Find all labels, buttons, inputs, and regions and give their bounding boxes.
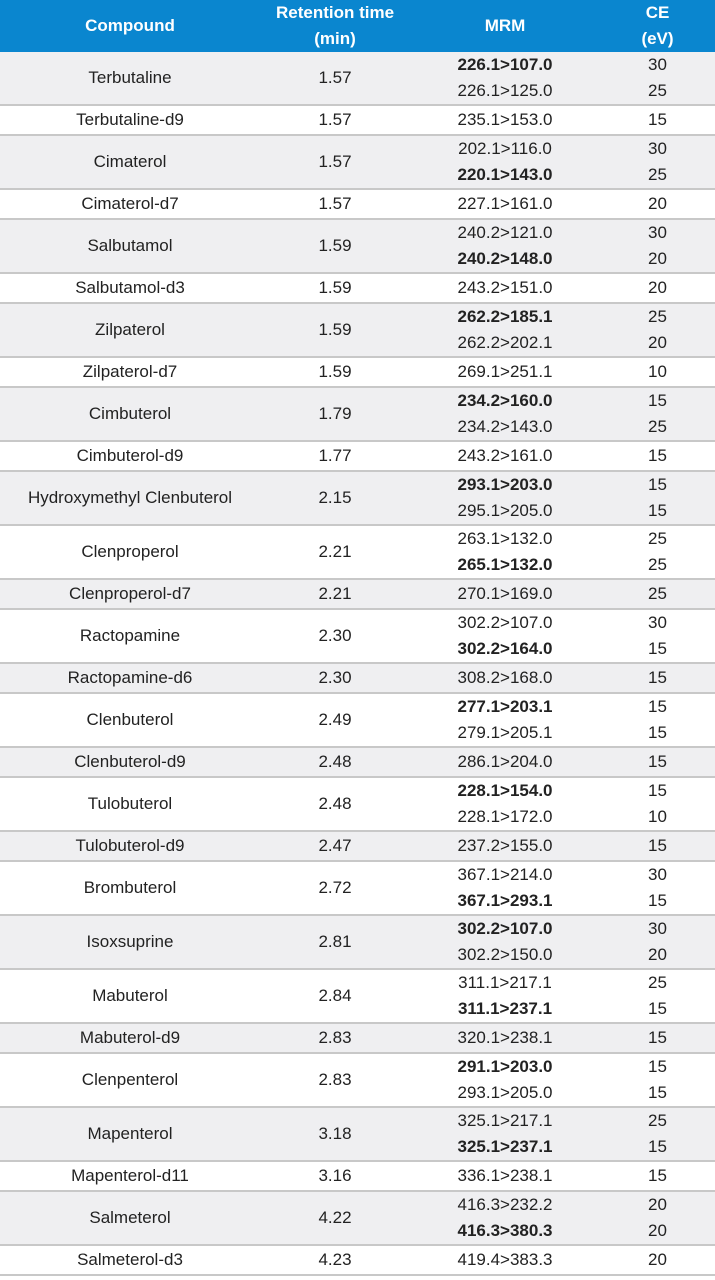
- ce-cell: [600, 357, 715, 387]
- retention-time-cell: [260, 219, 410, 273]
- mrm-transition: 286.1>204.0: [457, 752, 553, 771]
- mrm-transition: 367.1>214.0: [457, 865, 553, 884]
- table-row: [0, 1053, 715, 1107]
- table-row: [0, 1107, 715, 1161]
- mrm-transition: 243.2>161.0: [457, 446, 553, 465]
- ce-value: 15: [648, 697, 667, 716]
- retention-time-value: 2.30: [318, 626, 352, 645]
- ce-cell: [600, 1053, 715, 1107]
- ce-cell: [600, 693, 715, 747]
- mrm-transition: 308.2>168.0: [457, 668, 553, 687]
- compound-name: Mapenterol-d11: [71, 1166, 189, 1185]
- compound-cell: [0, 135, 260, 189]
- ce-cell: [600, 219, 715, 273]
- ce-cell: [600, 471, 715, 525]
- ce-cell: [600, 1161, 715, 1191]
- mrm-transition: 302.2>150.0: [457, 945, 553, 964]
- mrm-transition: 311.1>217.1: [458, 973, 552, 992]
- compound-name: Clenproperol-d7: [69, 584, 191, 603]
- retention-time-cell: [260, 303, 410, 357]
- retention-time-value: 1.79: [318, 404, 352, 423]
- ce-value: 15: [648, 110, 667, 129]
- mrm-cell: [410, 609, 600, 663]
- ce-value: 10: [648, 362, 667, 381]
- ce-cell: [600, 1245, 715, 1275]
- compound-cell: [0, 273, 260, 303]
- mrm-cell: [410, 777, 600, 831]
- compound-name: Zilpaterol-d7: [82, 362, 178, 381]
- table-row: [0, 273, 715, 303]
- ce-value: 15: [648, 752, 667, 771]
- ce-cell: [600, 969, 715, 1023]
- ce-value: 15: [648, 446, 667, 465]
- ce-value: 15: [648, 891, 667, 910]
- compound-cell: [0, 471, 260, 525]
- retention-time-value: 1.59: [318, 362, 352, 381]
- ce-value: 25: [648, 307, 667, 326]
- retention-time-value: 4.23: [318, 1250, 352, 1269]
- retention-time-value: 2.81: [318, 932, 352, 951]
- retention-time-cell: [260, 831, 410, 861]
- compound-name: Mabuterol-d9: [79, 1028, 181, 1047]
- retention-time-cell: [260, 579, 410, 609]
- retention-time-value: 2.48: [318, 794, 352, 813]
- mrm-transition-quantifier: 262.2>185.1: [457, 307, 553, 326]
- retention-time-value: 2.49: [318, 710, 352, 729]
- mrm-cell: [410, 1245, 600, 1275]
- table-row: [0, 1191, 715, 1245]
- compound-cell: [0, 357, 260, 387]
- compound-name: Tulobuterol: [87, 794, 173, 813]
- retention-time-cell: [260, 189, 410, 219]
- compound-name: Clenbuterol-d9: [74, 752, 186, 771]
- table-row: [0, 1245, 715, 1275]
- table-row: [0, 189, 715, 219]
- ce-cell: [600, 303, 715, 357]
- mrm-cell: [410, 1053, 600, 1107]
- mrm-transition-quantifier: 302.2>107.0: [457, 919, 553, 938]
- retention-time-cell: [260, 1107, 410, 1161]
- ce-value: 25: [648, 555, 667, 574]
- compound-name: Brombuterol: [83, 878, 177, 897]
- compound-name: Salmeterol-d3: [77, 1250, 183, 1269]
- mrm-transition: 234.2>143.0: [457, 417, 553, 436]
- mrm-cell: [410, 441, 600, 471]
- mrm-transition: 228.1>172.0: [457, 807, 553, 826]
- mrm-transition: 419.4>383.3: [457, 1250, 553, 1269]
- mrm-transition: 235.1>153.0: [457, 110, 553, 129]
- table-row: [0, 579, 715, 609]
- mrm-transition: 416.3>232.2: [457, 1195, 553, 1214]
- ce-value: 20: [648, 1195, 667, 1214]
- ce-value: 20: [648, 278, 667, 297]
- ce-cell: [600, 861, 715, 915]
- mrm-cell: [410, 1107, 600, 1161]
- mrm-transition-quantifier: 228.1>154.0: [457, 781, 553, 800]
- mrm-transition-quantifier: 265.1>132.0: [457, 555, 553, 574]
- header-retention-label: Retention time: [275, 3, 395, 22]
- retention-time-value: 1.59: [318, 278, 352, 297]
- compound-cell: [0, 693, 260, 747]
- retention-time-value: 1.57: [318, 194, 352, 213]
- mrm-transition: 262.2>202.1: [457, 333, 553, 352]
- mrm-cell: [410, 273, 600, 303]
- ce-cell: [600, 777, 715, 831]
- compound-cell: [0, 1245, 260, 1275]
- compound-cell: [0, 777, 260, 831]
- table-row: [0, 135, 715, 189]
- ce-value: 30: [648, 139, 667, 158]
- retention-time-value: 2.30: [318, 668, 352, 687]
- ce-value: 20: [648, 333, 667, 352]
- table-row: [0, 969, 715, 1023]
- retention-time-cell: [260, 747, 410, 777]
- ce-cell: [600, 273, 715, 303]
- mrm-transition-quantifier: 234.2>160.0: [457, 391, 553, 410]
- ce-value: 25: [648, 165, 667, 184]
- mrm-transition: 293.1>205.0: [457, 1083, 553, 1102]
- compound-cell: [0, 747, 260, 777]
- compound-cell: [0, 189, 260, 219]
- table-row: [0, 1161, 715, 1191]
- compound-cell: [0, 663, 260, 693]
- table-row: [0, 693, 715, 747]
- ce-value: 15: [648, 501, 667, 520]
- mrm-transition-quantifier: 277.1>203.1: [457, 697, 553, 716]
- retention-time-value: 1.57: [318, 110, 352, 129]
- table-row: [0, 777, 715, 831]
- retention-time-cell: [260, 471, 410, 525]
- ce-value: 20: [648, 249, 667, 268]
- table-row: [0, 357, 715, 387]
- compound-name: Cimaterol: [93, 152, 167, 171]
- ce-value: 30: [648, 223, 667, 242]
- header-retention-time: [260, 0, 410, 52]
- ce-cell: [600, 1023, 715, 1053]
- ce-value: 15: [648, 1166, 667, 1185]
- mrm-transition: 325.1>217.1: [457, 1111, 553, 1130]
- compound-cell: [0, 52, 260, 105]
- mrm-cell: [410, 52, 600, 105]
- retention-time-cell: [260, 969, 410, 1023]
- mrm-transition: 279.1>205.1: [457, 723, 553, 742]
- retention-time-cell: [260, 525, 410, 579]
- retention-time-value: 2.15: [318, 488, 352, 507]
- mrm-transition: 295.1>205.0: [457, 501, 553, 520]
- mrm-transition-quantifier: 220.1>143.0: [457, 165, 553, 184]
- ce-value: 15: [648, 1028, 667, 1047]
- retention-time-value: 1.57: [318, 152, 352, 171]
- compound-cell: [0, 441, 260, 471]
- table-row: [0, 105, 715, 135]
- ce-cell: [600, 105, 715, 135]
- ce-value: 20: [648, 945, 667, 964]
- ce-value: 30: [648, 865, 667, 884]
- compound-name: Clenbuterol: [86, 710, 174, 729]
- mrm-transition-quantifier: 311.1>237.1: [457, 999, 553, 1018]
- ce-value: 15: [648, 1083, 667, 1102]
- header-mrm: [410, 0, 600, 52]
- compound-cell: [0, 861, 260, 915]
- compound-cell: [0, 525, 260, 579]
- retention-time-cell: [260, 693, 410, 747]
- table-row: [0, 471, 715, 525]
- ce-value: 25: [648, 973, 667, 992]
- mrm-transition: 243.2>151.0: [457, 278, 553, 297]
- retention-time-cell: [260, 1245, 410, 1275]
- table-row: [0, 831, 715, 861]
- retention-time-value: 2.21: [318, 584, 352, 603]
- retention-time-value: 4.22: [318, 1208, 352, 1227]
- mrm-cell: [410, 969, 600, 1023]
- mrm-cell: [410, 1161, 600, 1191]
- mrm-cell: [410, 1023, 600, 1053]
- mrm-transition: 202.1>116.0: [458, 139, 552, 158]
- table-row: [0, 441, 715, 471]
- retention-time-cell: [260, 52, 410, 105]
- table-header: [0, 0, 715, 52]
- ce-value: 20: [648, 194, 667, 213]
- ce-cell: [600, 387, 715, 441]
- compound-name: Salbutamol-d3: [75, 278, 185, 297]
- ce-cell: [600, 441, 715, 471]
- ce-value: 10: [648, 807, 667, 826]
- ce-cell: [600, 663, 715, 693]
- compound-name: Terbutaline-d9: [76, 110, 184, 129]
- compound-cell: [0, 1161, 260, 1191]
- table-row: [0, 52, 715, 105]
- mrm-cell: [410, 663, 600, 693]
- compound-cell: [0, 1107, 260, 1161]
- compound-cell: [0, 609, 260, 663]
- ce-value: 15: [648, 1057, 667, 1076]
- ce-cell: [600, 579, 715, 609]
- mrm-transition: 302.2>107.0: [457, 613, 553, 632]
- mrm-cell: [410, 861, 600, 915]
- header-retention-unit: (min): [314, 29, 356, 48]
- ce-value: 25: [648, 417, 667, 436]
- mrm-cell: [410, 693, 600, 747]
- compound-name: Cimaterol-d7: [81, 194, 179, 213]
- mrm-cell: [410, 747, 600, 777]
- compound-name: Terbutaline: [88, 68, 172, 87]
- retention-time-value: 3.18: [318, 1124, 352, 1143]
- compound-cell: [0, 579, 260, 609]
- ce-value: 20: [648, 1250, 667, 1269]
- mrm-transition-quantifier: 240.2>148.0: [457, 249, 553, 268]
- mrm-cell: [410, 219, 600, 273]
- ce-cell: [600, 189, 715, 219]
- ce-value: 30: [648, 919, 667, 938]
- mrm-transition-quantifier: 325.1>237.1: [457, 1137, 553, 1156]
- compound-name: Salmeterol: [89, 1208, 171, 1227]
- table-body: [0, 52, 715, 1275]
- mrm-transition-quantifier: 226.1>107.0: [457, 55, 553, 74]
- mrm-cell: [410, 1191, 600, 1245]
- ce-value: 15: [648, 999, 667, 1018]
- retention-time-cell: [260, 441, 410, 471]
- ce-value: 25: [648, 81, 667, 100]
- ce-cell: [600, 1107, 715, 1161]
- retention-time-cell: [260, 273, 410, 303]
- ce-cell: [600, 747, 715, 777]
- ce-value: 30: [648, 613, 667, 632]
- compound-name: Ractopamine: [79, 626, 181, 645]
- ce-cell: [600, 609, 715, 663]
- compound-cell: [0, 831, 260, 861]
- retention-time-cell: [260, 357, 410, 387]
- mrm-cell: [410, 105, 600, 135]
- retention-time-cell: [260, 135, 410, 189]
- header-ce-label: CE: [645, 3, 670, 22]
- table-row: [0, 915, 715, 969]
- compound-name: Ractopamine-d6: [67, 668, 193, 687]
- header-compound: [0, 0, 260, 52]
- compound-name: Salbutamol: [87, 236, 173, 255]
- compound-name: Cimbuterol-d9: [76, 446, 184, 465]
- ce-value: 15: [648, 781, 667, 800]
- compound-cell: [0, 1191, 260, 1245]
- retention-time-cell: [260, 915, 410, 969]
- ce-cell: [600, 135, 715, 189]
- header-ce-unit: (eV): [641, 29, 674, 48]
- table-row: [0, 303, 715, 357]
- table-row: [0, 219, 715, 273]
- compound-name: Hydroxymethyl Clenbuterol: [27, 488, 233, 507]
- compound-name: Isoxsuprine: [86, 932, 174, 951]
- ce-value: 15: [648, 723, 667, 742]
- retention-time-value: 2.21: [318, 542, 352, 561]
- mrm-cell: [410, 525, 600, 579]
- retention-time-cell: [260, 861, 410, 915]
- retention-time-value: 1.59: [318, 320, 352, 339]
- retention-time-value: 1.57: [318, 68, 352, 87]
- mrm-cell: [410, 303, 600, 357]
- compound-name: Mapenterol: [87, 1124, 173, 1143]
- retention-time-cell: [260, 609, 410, 663]
- compound-name: Zilpaterol: [95, 320, 165, 339]
- compound-cell: [0, 303, 260, 357]
- retention-time-value: 1.77: [318, 446, 352, 465]
- table-row: [0, 387, 715, 441]
- compound-name: Tulobuterol-d9: [75, 836, 185, 855]
- ce-cell: [600, 831, 715, 861]
- mrm-cell: [410, 579, 600, 609]
- ce-value: 20: [648, 1221, 667, 1240]
- table-row: [0, 1023, 715, 1053]
- compound-name: Mabuterol: [92, 986, 168, 1005]
- ce-value: 15: [648, 475, 667, 494]
- ce-value: 15: [648, 836, 667, 855]
- mrm-cell: [410, 831, 600, 861]
- header-mrm-label: MRM: [484, 16, 526, 35]
- mrm-cell: [410, 135, 600, 189]
- compound-cell: [0, 1053, 260, 1107]
- ce-value: 15: [648, 668, 667, 687]
- mrm-transition: 227.1>161.0: [457, 194, 553, 213]
- ce-value: 15: [648, 1137, 667, 1156]
- retention-time-cell: [260, 1023, 410, 1053]
- mrm-cell: [410, 189, 600, 219]
- mrm-cell: [410, 387, 600, 441]
- mrm-transition-quantifier: 291.1>203.0: [457, 1057, 553, 1076]
- retention-time-value: 2.48: [318, 752, 352, 771]
- mrm-transition-quantifier: 367.1>293.1: [457, 891, 553, 910]
- mrm-transition: 270.1>169.0: [457, 584, 553, 603]
- mrm-transition-quantifier: 302.2>164.0: [457, 639, 553, 658]
- compound-name: Clenpenterol: [81, 1070, 179, 1089]
- compound-name: Clenproperol: [81, 542, 179, 561]
- ce-value: 25: [648, 529, 667, 548]
- compound-cell: [0, 105, 260, 135]
- retention-time-cell: [260, 1053, 410, 1107]
- table-row: [0, 861, 715, 915]
- mrm-transition: 237.2>155.0: [457, 836, 553, 855]
- mrm-transition: 226.1>125.0: [457, 81, 553, 100]
- ce-cell: [600, 1191, 715, 1245]
- retention-time-value: 2.83: [318, 1070, 352, 1089]
- compound-cell: [0, 219, 260, 273]
- mrm-cell: [410, 357, 600, 387]
- table-row: [0, 747, 715, 777]
- ce-cell: [600, 915, 715, 969]
- ce-value: 30: [648, 55, 667, 74]
- retention-time-cell: [260, 663, 410, 693]
- retention-time-cell: [260, 1161, 410, 1191]
- retention-time-value: 2.83: [318, 1028, 352, 1047]
- header-compound-label: Compound: [85, 16, 175, 35]
- ce-cell: [600, 52, 715, 105]
- retention-time-value: 3.16: [318, 1166, 352, 1185]
- retention-time-value: 2.84: [318, 986, 352, 1005]
- table-row: [0, 663, 715, 693]
- mrm-transition-quantifier: 416.3>380.3: [457, 1221, 553, 1240]
- mrm-cell: [410, 915, 600, 969]
- compound-cell: [0, 1023, 260, 1053]
- ce-value: 25: [648, 1111, 667, 1130]
- mrm-transition: 263.1>132.0: [457, 529, 553, 548]
- table-row: [0, 525, 715, 579]
- retention-time-value: 2.72: [318, 878, 352, 897]
- header-ce: [600, 0, 715, 52]
- ce-value: 15: [648, 391, 667, 410]
- mrm-transition: 320.1>238.1: [457, 1028, 553, 1047]
- ce-cell: [600, 525, 715, 579]
- mrm-transition-quantifier: 293.1>203.0: [457, 475, 553, 494]
- compound-cell: [0, 387, 260, 441]
- retention-time-cell: [260, 777, 410, 831]
- mrm-transition: 240.2>121.0: [457, 223, 553, 242]
- retention-time-value: 1.59: [318, 236, 352, 255]
- retention-time-cell: [260, 105, 410, 135]
- retention-time-cell: [260, 1191, 410, 1245]
- retention-time-cell: [260, 387, 410, 441]
- compound-cell: [0, 915, 260, 969]
- ce-value: 25: [648, 584, 667, 603]
- retention-time-value: 2.47: [318, 836, 352, 855]
- table-row: [0, 609, 715, 663]
- mrm-transition: 336.1>238.1: [457, 1166, 553, 1185]
- ce-value: 15: [648, 639, 667, 658]
- mrm-transition: 269.1>251.1: [457, 362, 553, 381]
- compound-cell: [0, 969, 260, 1023]
- compound-name: Cimbuterol: [88, 404, 172, 423]
- mrm-cell: [410, 471, 600, 525]
